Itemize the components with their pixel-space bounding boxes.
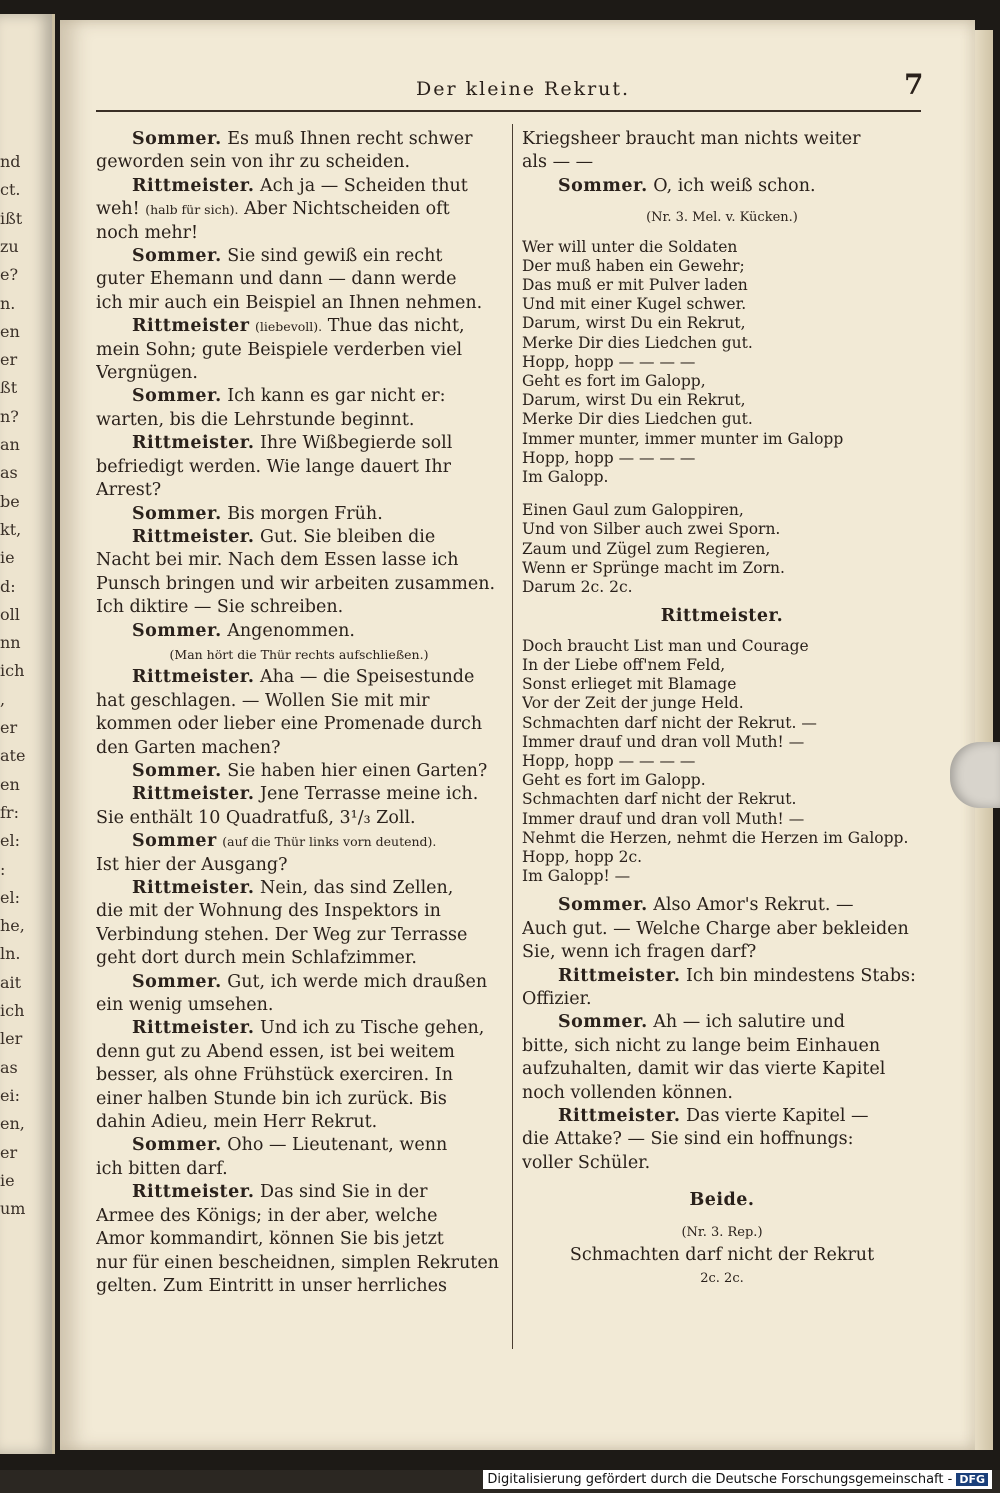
dialogue-line xyxy=(522,1152,922,1175)
margin-fragment: ißt xyxy=(0,208,23,228)
song-line: Darum, wirst Du ein Rekrut, xyxy=(522,314,746,333)
song-line: Hopp, hopp — — — — xyxy=(522,751,696,770)
margin-fragment: kt, xyxy=(0,519,22,539)
speaker-name: Sommer. xyxy=(558,1012,648,1033)
dialogue-line xyxy=(96,1158,502,1181)
margin-fragment: e? xyxy=(0,265,19,285)
left-column xyxy=(96,128,502,1298)
dialogue-line xyxy=(96,1111,502,1134)
margin-fragment: um xyxy=(0,1199,26,1219)
margin-fragment: ln. xyxy=(0,944,21,964)
song-verse-3 xyxy=(522,637,922,887)
margin-fragment: nd xyxy=(0,152,21,171)
stage-direction: (Man hört die Thür rechts aufschließen.) xyxy=(169,646,429,662)
dialogue-line: Kriegsheer braucht man nichts weiter xyxy=(522,129,861,149)
dialogue-line xyxy=(96,737,502,760)
spacer xyxy=(522,886,922,894)
line-text: Bis morgen Früh. xyxy=(227,503,383,524)
dialogue-line xyxy=(96,783,502,806)
dialogue-line xyxy=(96,620,502,643)
dialogue-line xyxy=(522,988,922,1011)
margin-fragment: en, xyxy=(0,1114,25,1134)
line-text: Ah — ich salutire und xyxy=(653,1012,845,1033)
line-text: Jene Terrasse meine ich. xyxy=(260,784,479,805)
line-text: Sie enthält 10 Quadratfuß, 3¹/₃ Zoll. xyxy=(96,807,416,828)
speaker-name: Sommer. xyxy=(132,129,222,149)
line-text: voller Schüler. xyxy=(522,1152,651,1173)
margin-fragment: el: xyxy=(0,887,20,907)
line-text: Ich bin mindestens Stabs: xyxy=(686,965,916,986)
margin-fragment: as xyxy=(0,1057,18,1077)
dialogue-line xyxy=(96,222,502,245)
speaker-name: Sommer. xyxy=(132,620,222,641)
line-text: ich mir auch ein Beispiel an Ihnen nehmen. xyxy=(96,292,483,313)
margin-fragment: ie xyxy=(0,1170,15,1190)
line-text: Armee des Königs; in der aber, welche xyxy=(96,1205,438,1226)
dialogue-line xyxy=(96,549,502,572)
line-text: ein wenig umsehen. xyxy=(96,995,274,1016)
dialogue-line xyxy=(96,1041,502,1064)
song-note: (Nr. 3. Mel. v. Kücken.) xyxy=(646,210,798,226)
dialogue-line xyxy=(96,1088,502,1111)
dialogue-line xyxy=(96,1134,502,1157)
margin-fragment: an xyxy=(0,435,20,454)
dialogue-line xyxy=(96,1252,502,1275)
line-text: aufzuhalten, damit wir das vierte Kapitel xyxy=(522,1059,886,1080)
song-line: Zaum und Zügel zum Regieren, xyxy=(522,539,771,558)
speaker-name: Sommer. xyxy=(132,971,222,992)
margin-fragment: en xyxy=(0,774,20,794)
margin-fragment: er xyxy=(0,350,18,370)
margin-fragment: he, xyxy=(0,916,25,936)
line-text: Verbindung stehen. Der Weg zur Terrasse xyxy=(96,924,468,945)
line-text: einer halben Stunde bin ich zurück. Bis xyxy=(96,1088,447,1109)
dialogue-line xyxy=(96,947,502,970)
song-line: In der Liebe off'nem Feld, xyxy=(522,655,726,674)
line-text: Ist hier der Ausgang? xyxy=(96,854,288,875)
dialogue-line xyxy=(96,268,502,291)
dialogue-line xyxy=(522,1105,922,1128)
song-line: Einen Gaul zum Galoppiren, xyxy=(522,501,744,520)
spacer xyxy=(522,1175,922,1189)
dialogue-line xyxy=(96,1228,502,1251)
song-line: Darum, wirst Du ein Rekrut, xyxy=(522,391,746,410)
dialogue-line xyxy=(96,1181,502,1204)
speaker-name: Rittmeister. xyxy=(132,526,255,547)
song-line: Doch braucht List man und Courage xyxy=(522,636,809,655)
speaker-name: Sommer. xyxy=(132,1135,222,1156)
header-rule xyxy=(96,110,921,112)
dialogue-line xyxy=(522,1128,922,1151)
dialogue-line xyxy=(96,1017,502,1040)
page-header xyxy=(96,68,926,108)
speaker-name: Sommer. xyxy=(132,246,222,267)
line-text: Nacht bei mir. Nach dem Essen lasse ich xyxy=(96,550,459,571)
dialogue-line xyxy=(522,894,922,917)
dialogue-line xyxy=(522,1082,922,1105)
margin-fragment: d: xyxy=(0,576,16,596)
dialogue-line xyxy=(96,175,502,198)
song-line: Merke Dir dies Liedchen gut. xyxy=(522,333,753,352)
dialogue-line: als — — xyxy=(522,152,594,173)
speaker-name: Rittmeister. xyxy=(132,1182,255,1203)
stage-direction: (liebevoll). xyxy=(255,319,323,335)
margin-fragment: ler xyxy=(0,1029,23,1049)
line-text: Auch gut. — Welche Charge aber bekleiden xyxy=(522,918,909,939)
spacer xyxy=(522,230,922,238)
line-text: die mit der Wohnung des Inspektors in xyxy=(96,901,441,922)
line-text: Gut, ich werde mich draußen xyxy=(227,971,488,992)
line-text: Das sind Sie in der xyxy=(260,1182,428,1203)
line-text: Thue das nicht, xyxy=(322,316,465,337)
line-text: dahin Adieu, mein Herr Rekrut. xyxy=(96,1112,378,1133)
dialogue-line xyxy=(96,151,502,174)
dialogue-line xyxy=(96,128,502,151)
margin-fragment: ie xyxy=(0,548,15,568)
line-text: Sie haben hier einen Garten? xyxy=(227,760,488,781)
spacer xyxy=(522,597,922,605)
dialogue-line xyxy=(96,666,502,689)
line-text: warten, bis die Lehrstunde beginnt. xyxy=(96,409,415,430)
margin-fragment: fr: xyxy=(0,802,19,822)
column-rule xyxy=(512,124,513,1349)
dialogue-line xyxy=(522,1035,922,1058)
scan-tab xyxy=(950,742,1000,808)
speaker-name: Rittmeister xyxy=(132,316,250,337)
margin-fragment: en xyxy=(0,321,20,341)
line-text: befriedigt werden. Wie lange dauert Ihr xyxy=(96,456,451,477)
line-text: mein Sohn; gute Beispiele verderben viel xyxy=(96,339,463,360)
song-line: Der muß haben ein Gewehr; xyxy=(522,256,745,275)
line-text: noch vollenden können. xyxy=(522,1082,733,1103)
line-text: ich bitten darf. xyxy=(96,1158,228,1179)
line-text: Und ich zu Tische gehen, xyxy=(260,1018,485,1039)
dialogue-line xyxy=(96,245,502,268)
dialogue-line xyxy=(96,526,502,549)
speaker-name: Rittmeister. xyxy=(558,1105,681,1126)
running-title: Der kleine Rekrut. xyxy=(416,78,631,100)
stage-direction: (auf die Thür links vorn deutend). xyxy=(222,834,437,850)
speaker-name: Sommer. xyxy=(132,760,222,781)
song-line: Wer will unter die Soldaten xyxy=(522,237,738,256)
speaker-heading: Rittmeister. xyxy=(660,606,784,627)
song-line: Geht es fort im Galopp, xyxy=(522,372,706,391)
line-text: Ich diktire — Sie schreiben. xyxy=(96,597,344,618)
speaker-name: Sommer. xyxy=(558,895,648,916)
page-edge xyxy=(975,30,993,1450)
dialogue-line xyxy=(522,1011,922,1034)
line-text: Amor kommandirt, können Sie bis jetzt xyxy=(96,1229,444,1250)
dialogue-line xyxy=(96,994,502,1017)
line-text: guter Ehemann und dann — dann werde xyxy=(96,269,457,290)
spacer xyxy=(522,198,922,206)
margin-fragment: ate xyxy=(0,746,26,766)
line-text: den Garten machen? xyxy=(96,737,281,758)
dialogue-line xyxy=(96,713,502,736)
song-line: Wenn er Sprünge macht im Zorn. xyxy=(522,558,785,577)
dialogue-line xyxy=(96,503,502,526)
dialogue-line xyxy=(96,877,502,900)
speaker-name: Sommer. xyxy=(558,175,648,196)
song-line: Vor der Zeit der junge Held. xyxy=(522,694,744,713)
dialogue-line xyxy=(96,479,502,502)
margin-fragment: ct. xyxy=(0,180,21,200)
song-line: Hopp, hopp — — — — xyxy=(522,352,696,371)
line-text: Punsch bringen und wir arbeiten zusammen. xyxy=(96,573,496,594)
dialogue-line xyxy=(522,965,922,988)
margin-fragment: , xyxy=(0,689,6,709)
line-text: weh! xyxy=(96,199,146,220)
dialogue-line xyxy=(522,918,922,941)
line-text: besser, als ohne Frühstück exerciren. In xyxy=(96,1065,453,1086)
speaker-name: Rittmeister. xyxy=(132,175,255,196)
margin-fragment: n. xyxy=(0,293,16,313)
margin-fragment: el: xyxy=(0,831,20,851)
song-line: Immer drauf und dran voll Muth! — xyxy=(522,732,805,751)
song-line: Und mit einer Kugel schwer. xyxy=(522,295,747,314)
line-text: Angenommen. xyxy=(227,620,355,641)
dialogue-line xyxy=(96,1205,502,1228)
dialogue-line xyxy=(96,596,502,619)
song-note: (Nr. 3. Rep.) xyxy=(681,1224,763,1240)
margin-fragment: er xyxy=(0,718,18,737)
line-text: Ihre Wißbegierde soll xyxy=(260,433,453,454)
line-text: Es muß Ihnen recht schwer xyxy=(227,129,473,149)
dialogue-line xyxy=(96,362,502,385)
song-line: Und von Silber auch zwei Sporn. xyxy=(522,520,781,539)
song-line: Geht es fort im Galopp. xyxy=(522,771,706,790)
speaker-name: Rittmeister. xyxy=(558,965,681,986)
line-text: Ich kann es gar nicht er: xyxy=(227,386,446,407)
line-text: O, ich weiß schon. xyxy=(653,175,816,196)
line-text: Sie, wenn ich fragen darf? xyxy=(522,942,757,963)
song-line: Hopp, hopp 2c. xyxy=(522,847,643,866)
dialogue-line xyxy=(96,456,502,479)
dialogue-line xyxy=(522,175,922,198)
footer-text: Digitalisierung gefördert durch die Deutsche Forschungsgemeinschaft - xyxy=(487,1472,953,1487)
line-text: Gut. Sie bleiben die xyxy=(260,526,436,547)
line-text: die Attake? — Sie sind ein hoffnungs: xyxy=(522,1129,854,1150)
dialogue-line xyxy=(96,198,502,221)
line-text: Oho — Lieutenant, wenn xyxy=(227,1135,448,1156)
dialogue-line xyxy=(96,339,502,362)
song-verse-1 xyxy=(522,238,922,488)
dialogue-line xyxy=(96,643,502,666)
song-line: Hopp, hopp — — — — xyxy=(522,448,696,467)
line-text: noch mehr! xyxy=(96,222,199,243)
song-line: Schmachten darf nicht der Rekrut xyxy=(569,1245,875,1266)
margin-fragment: ait xyxy=(0,972,22,992)
dialogue-line xyxy=(96,807,502,830)
song-line: Im Galopp! — xyxy=(522,867,631,886)
song-line: Das muß er mit Pulver laden xyxy=(522,276,748,295)
dialogue-line xyxy=(522,1058,922,1081)
margin-fragment: zu xyxy=(0,236,19,256)
song-verse-2 xyxy=(522,501,922,597)
dialogue-line xyxy=(96,900,502,923)
margin-fragment: ich xyxy=(0,1001,25,1020)
speaker-name: Rittmeister. xyxy=(132,667,255,688)
dialogue-line xyxy=(96,830,502,853)
dialogue-line xyxy=(96,315,502,338)
dialogue-line xyxy=(96,690,502,713)
line-text: Sie sind gewiß ein recht xyxy=(227,246,443,267)
dialogue-line xyxy=(96,1064,502,1087)
line-text: gelten. Zum Eintritt in unser herrliches xyxy=(96,1275,447,1296)
dialogue-line xyxy=(96,854,502,877)
song-line: 2c. 2c. xyxy=(700,1271,744,1287)
line-text: geht dort durch mein Schlafzimmer. xyxy=(96,948,417,969)
facing-page-edge xyxy=(0,14,55,1454)
speaker-name: Rittmeister. xyxy=(132,433,255,454)
speaker-name: Rittmeister. xyxy=(132,1018,255,1039)
dialogue-line xyxy=(96,292,502,315)
song-line: Merke Dir dies Liedchen gut. xyxy=(522,410,753,429)
dfg-logo: DFG xyxy=(956,1473,988,1486)
margin-fragment: er xyxy=(0,1142,18,1162)
spacer xyxy=(522,1213,922,1221)
dialogue-line xyxy=(96,573,502,596)
song-line: Nehmt die Herzen, nehmt die Herzen im Galopp. xyxy=(522,828,909,847)
song-line: Sonst erlieget mit Blamage xyxy=(522,675,737,694)
speaker-name: Sommer. xyxy=(132,503,222,524)
dialogue-line xyxy=(96,385,502,408)
margin-fragment: n? xyxy=(0,406,19,426)
line-text: Aber Nichtscheiden oft xyxy=(238,199,450,220)
spacer xyxy=(522,629,922,637)
line-text: Aha — die Speisestunde xyxy=(260,667,475,688)
dialogue-line xyxy=(96,432,502,455)
page-number: 7 xyxy=(904,68,924,101)
dialogue-line xyxy=(96,409,502,432)
line-text: Nein, das sind Zellen, xyxy=(260,878,454,898)
margin-fragment: ich xyxy=(0,661,25,681)
line-text: Ach ja — Scheiden thut xyxy=(260,175,468,196)
song-line: Im Galopp. xyxy=(522,468,609,487)
line-text: nur für einen bescheidnen, simplen Rekruten xyxy=(96,1252,499,1273)
speaker-name: Sommer xyxy=(132,831,217,852)
line-text: Arrest? xyxy=(96,480,162,501)
dialogue-line xyxy=(96,760,502,783)
margin-fragment: be xyxy=(0,491,20,511)
song-line: Darum 2c. 2c. xyxy=(522,578,633,597)
margin-fragment: nn xyxy=(0,633,21,653)
song-line: Immer drauf und dran voll Muth! — xyxy=(522,809,805,828)
line-text: Offizier. xyxy=(522,988,592,1009)
speaker-heading: Beide. xyxy=(689,1190,755,1211)
right-column xyxy=(522,128,922,1291)
margin-fragment: ßt xyxy=(0,378,18,398)
margin-fragment: ei: xyxy=(0,1085,20,1105)
line-text: hat geschlagen. — Wollen Sie mit mir xyxy=(96,690,430,711)
dialogue-line xyxy=(96,924,502,947)
line-text: Das vierte Kapitel — xyxy=(686,1105,869,1126)
line-text: geworden sein von ihr zu scheiden. xyxy=(96,152,411,173)
margin-fragment: oll xyxy=(0,604,20,624)
speaker-name: Sommer. xyxy=(132,386,222,407)
dialogue-line xyxy=(96,971,502,994)
line-text: Vergnügen. xyxy=(96,363,198,384)
margin-fragment: as xyxy=(0,463,18,483)
song-line: Schmachten darf nicht der Rekrut. — xyxy=(522,713,817,732)
speaker-name: Rittmeister. xyxy=(132,878,255,898)
song-line: Immer munter, immer munter im Galopp xyxy=(522,429,844,448)
line-text: kommen oder lieber eine Promenade durch xyxy=(96,714,483,735)
dialogue-line xyxy=(522,941,922,964)
line-text: denn gut zu Abend essen, ist bei weitem xyxy=(96,1041,455,1062)
footer-credit xyxy=(483,1470,992,1489)
line-text: bitte, sich nicht zu lange beim Einhauen xyxy=(522,1035,881,1056)
speaker-name: Rittmeister. xyxy=(132,784,255,805)
margin-fragment: : xyxy=(0,859,6,879)
line-text: Also Amor's Rekrut. — xyxy=(653,895,854,916)
spacer xyxy=(522,487,922,501)
stage-direction: (halb für sich). xyxy=(145,202,239,218)
song-line: Schmachten darf nicht der Rekrut. xyxy=(522,790,797,809)
dialogue-line xyxy=(96,1275,502,1298)
